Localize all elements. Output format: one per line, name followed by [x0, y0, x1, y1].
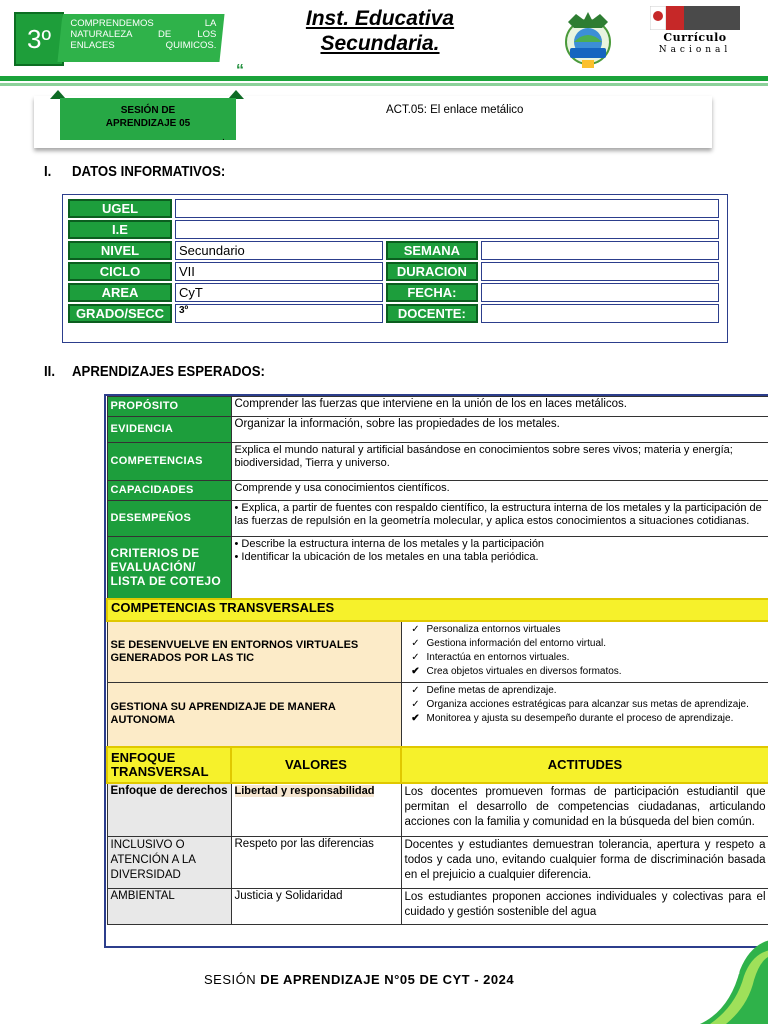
competencias-value: Explica el mundo natural y artificial basándose en conocimientos sobre seres vivos; materia y energía; biodiversidad, Tierra y universo.	[231, 443, 768, 481]
grade-badge: 3º	[14, 12, 64, 66]
gestiona-items	[401, 683, 768, 747]
transversales-header: COMPETENCIAS TRANSVERSALES	[107, 599, 768, 621]
nivel-value[interactable]: Secundario	[175, 241, 383, 260]
capacidades-label: CAPACIDADES	[107, 481, 231, 501]
proposito-value: Comprender las fuerzas que interviene en la unión de los en laces metálicos.	[231, 397, 768, 417]
evidencia-value: Organizar la información, sobre las propiedades de los metales.	[231, 417, 768, 443]
enfoque-2: INCLUSIVO O ATENCIÓN A LA DIVERSIDAD	[107, 837, 231, 889]
tic-competencia: SE DESENVUELVE EN ENTORNOS VIRTUALES GENERADOS POR LAS TIC	[107, 621, 401, 683]
semana-label: SEMANA	[386, 241, 479, 260]
tic-item-2: ✓ Gestiona información del entorno virtual.	[411, 637, 607, 649]
actitudes-col-header: ACTITUDES	[401, 747, 768, 783]
topic-text: COMPRENDEMOS LA NATURALEZA DE LOS ENLACES QUIMICOS.	[70, 18, 217, 51]
tic-items	[401, 621, 768, 683]
semana-value[interactable]	[481, 241, 719, 260]
tic-item-3: ✓ Interactúa en entornos virtuales.	[411, 651, 570, 663]
tic-item-1: ✓ Personaliza entornos virtuales	[411, 623, 561, 635]
school-seal-icon	[556, 8, 620, 72]
session-badge-line-1: SESIÓN DE	[120, 105, 176, 116]
valor-2: Respeto por las diferencias	[231, 837, 401, 889]
minedu-logo	[650, 6, 740, 30]
topic-banner	[57, 14, 224, 62]
header-stripe-light	[0, 83, 768, 86]
header-stripe	[0, 76, 768, 81]
ugel-label: UGEL	[68, 199, 172, 218]
quote-mark-icon: “	[236, 62, 244, 79]
nacional-label: Nacional	[658, 45, 732, 55]
competencias-label: COMPETENCIAS	[107, 443, 231, 481]
section-1-number: I.	[44, 163, 52, 180]
grado-value[interactable]: 3º	[175, 304, 383, 323]
actitud-2: Docentes y estudiantes demuestran tolerancia, apertura y respeto a todos y cada uno, evitando cualquier forma de discriminación basada en el prejuicio a cualquier diferencia.	[401, 837, 768, 889]
evidencia-label: EVIDENCIA	[107, 417, 231, 443]
duracion-label: DURACION	[386, 262, 479, 281]
enfoque-3: AMBIENTAL	[107, 889, 231, 925]
footer-bold: DE APRENDIZAJE N°05 DE CYT - 2024	[260, 972, 515, 987]
gestiona-item-2: ✓ Organiza acciones estratégicas para alcanzar sus metas de aprendizaje.	[411, 699, 749, 710]
enfoque-col-header: ENFOQUE TRANSVERSAL	[107, 747, 231, 783]
tic-item-4: ✔ Crea objetos virtuales en diversos formatos.	[411, 665, 622, 677]
proposito-label: PROPÓSITO	[107, 397, 231, 417]
page-number-badge	[690, 940, 768, 1024]
ciclo-label: CICLO	[68, 262, 172, 281]
activity-title: ACT.05: El enlace metálico	[386, 104, 524, 116]
duracion-value[interactable]	[481, 262, 719, 281]
docente-label: DOCENTE:	[386, 304, 479, 323]
ugel-value[interactable]	[175, 199, 719, 218]
gestiona-item-1: ✓ Define metas de aprendizaje.	[411, 685, 557, 696]
section-2-title: APRENDIZAJES ESPERADOS:	[72, 363, 265, 380]
criterios-value	[231, 537, 768, 599]
nivel-label: NIVEL	[68, 241, 172, 260]
ciclo-value[interactable]: VII	[175, 262, 383, 281]
criterios-label: CRITERIOS DE EVALUACIÓN/ LISTA DE COTEJO	[107, 537, 231, 599]
page-number: 1	[726, 950, 741, 980]
session-dot: .	[222, 132, 225, 143]
area-value[interactable]: CyT	[175, 283, 383, 302]
section-1-title: DATOS INFORMATIVOS:	[72, 163, 226, 180]
fecha-value[interactable]	[481, 283, 719, 302]
session-badge-line-2: APRENDIZAJE 05	[105, 118, 191, 129]
desempenos-value: • Explica, a partir de fuentes con respaldo científico, la estructura interna de los metales y la participación de las fuerzas de repulsión en la geometría molecular, y aplica estos conocimientos a situaciones cotidianas.	[231, 501, 768, 537]
enfoque-1: Enfoque de derechos	[107, 783, 231, 837]
institution-line-2: Secundaria.	[320, 32, 440, 55]
capacidades-value: Comprende y usa conocimientos científicos.	[231, 481, 768, 501]
institution-line-1: Inst. Educativa	[305, 7, 455, 30]
valores-col-header: VALORES	[231, 747, 401, 783]
footer-prefix: SESIÓN	[204, 972, 261, 987]
section-2-number: II.	[44, 363, 56, 380]
valor-1: Libertad y responsabilidad	[231, 783, 401, 837]
curriculo-label: Currículo	[663, 31, 727, 44]
ie-label: I.E	[68, 220, 172, 239]
grado-label: GRADO/SECC	[68, 304, 172, 323]
docente-value[interactable]	[481, 304, 719, 323]
criterio-2: • Identificar la ubicación de los metales en una tabla periódica.	[234, 551, 539, 563]
criterio-1: • Describe la estructura interna de los metales y la participación	[234, 538, 545, 550]
info-table-frame	[62, 194, 728, 343]
aprendizajes-table	[106, 396, 768, 925]
info-table	[65, 197, 722, 325]
desempenos-label: DESEMPEÑOS	[107, 501, 231, 537]
ie-value[interactable]	[175, 220, 719, 239]
valor-3: Justicia y Solidaridad	[231, 889, 401, 925]
session-badge	[60, 98, 236, 140]
actitud-1: Los docentes promueven formas de participación estudiantil que permitan el desarrollo de competencias ciudadanas, articulando acciones con la familia y comunidad en la búsqueda del bien común.	[401, 783, 768, 837]
gestiona-competencia: GESTIONA SU APRENDIZAJE DE MANERA AUTONOMA	[107, 683, 401, 747]
actitud-3: Los estudiantes proponen acciones individuales y colectivas para el cuidado y gestión sostenible del agua	[401, 889, 768, 925]
institution-title	[270, 6, 490, 56]
fecha-label: FECHA:	[386, 283, 479, 302]
area-label: AREA	[68, 283, 172, 302]
gestiona-item-3: ✔ Monitorea y ajusta su desempeño durante el proceso de aprendizaje.	[411, 713, 734, 724]
footer-text	[204, 972, 514, 987]
